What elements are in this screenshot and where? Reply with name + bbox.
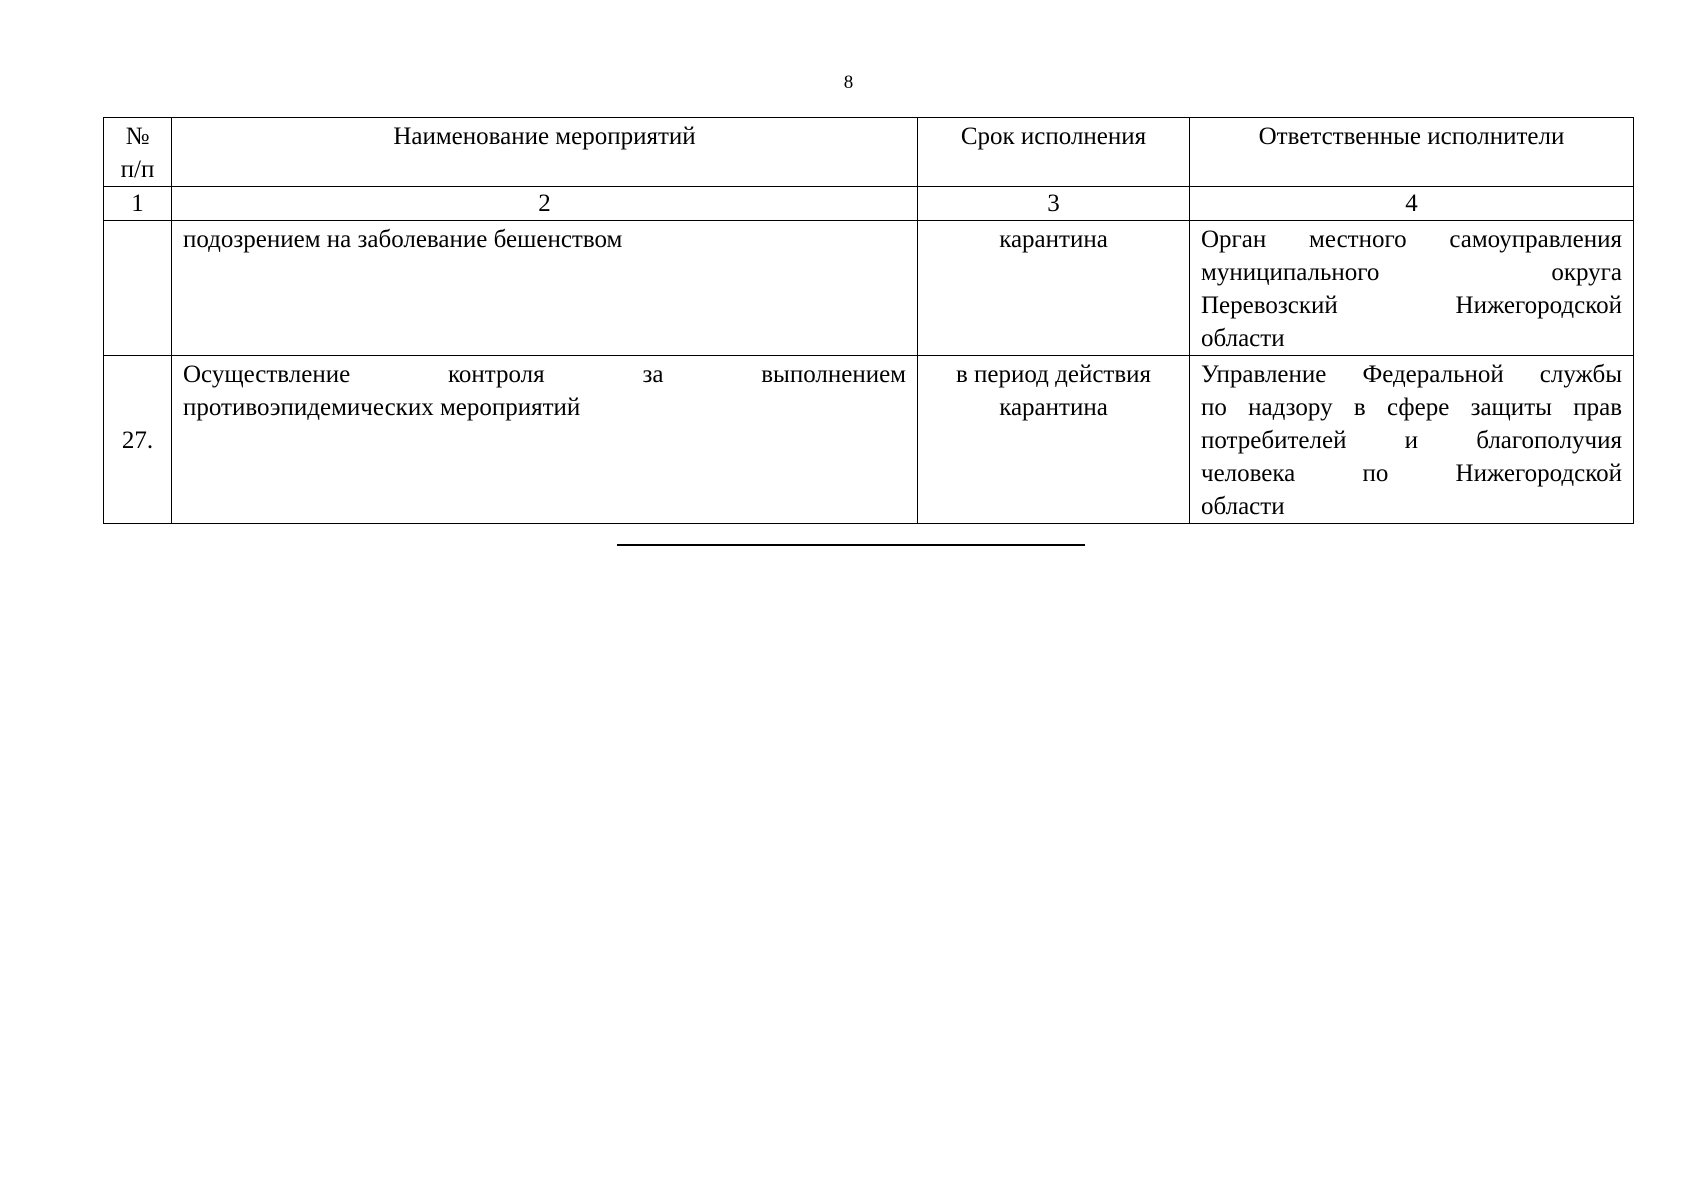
row-responsible — [1190, 221, 1634, 356]
row-deadline-line: карантина — [999, 394, 1108, 421]
header-responsible: Ответственные исполнители — [1190, 118, 1634, 187]
row-responsible-line: человека по Нижегородской — [1201, 460, 1622, 487]
row-responsible-line: по надзору в сфере защиты прав — [1201, 394, 1622, 421]
column-numbers-row — [104, 187, 1634, 221]
events-table — [103, 117, 1634, 524]
row-deadline — [918, 356, 1190, 524]
table-row — [104, 221, 1634, 356]
row-event-name — [172, 356, 918, 524]
row-responsible — [1190, 356, 1634, 524]
row-event-name — [172, 221, 918, 356]
row-event-name-line: подозрением на заболевание бешенством — [183, 226, 623, 253]
row-responsible-line: муниципального округа — [1201, 259, 1622, 286]
table-row — [104, 356, 1634, 524]
row-responsible-line: потребителей и благополучия — [1201, 427, 1622, 454]
header-number-abbr: п/п — [120, 156, 155, 183]
header-number — [104, 118, 172, 187]
column-number: 3 — [918, 187, 1190, 221]
column-number: 2 — [172, 187, 918, 221]
row-deadline-line: в период действия — [955, 361, 1152, 388]
row-event-name-line: Осуществление контроля за выполнением — [183, 361, 906, 388]
column-number: 4 — [1190, 187, 1634, 221]
header-event-name: Наименование мероприятий — [172, 118, 918, 187]
row-responsible-line: Перевозский Нижегородской — [1201, 292, 1622, 319]
row-deadline — [918, 221, 1190, 356]
row-deadline-line: карантина — [999, 226, 1108, 253]
row-number: 27. — [104, 356, 172, 524]
table-header-row — [104, 118, 1634, 187]
header-deadline: Срок исполнения — [918, 118, 1190, 187]
row-responsible-line: Орган местного самоуправления — [1201, 226, 1622, 253]
row-responsible-line: Управление Федеральной службы — [1201, 361, 1622, 388]
column-number: 1 — [104, 187, 172, 221]
header-number-symbol: № — [125, 123, 150, 150]
end-of-document-rule — [617, 544, 1085, 546]
page-number: 8 — [843, 72, 854, 93]
row-number — [104, 221, 172, 356]
row-event-name-line: противоэпидемических мероприятий — [183, 394, 581, 421]
row-responsible-line: области — [1201, 325, 1285, 352]
row-responsible-line: области — [1201, 493, 1285, 520]
